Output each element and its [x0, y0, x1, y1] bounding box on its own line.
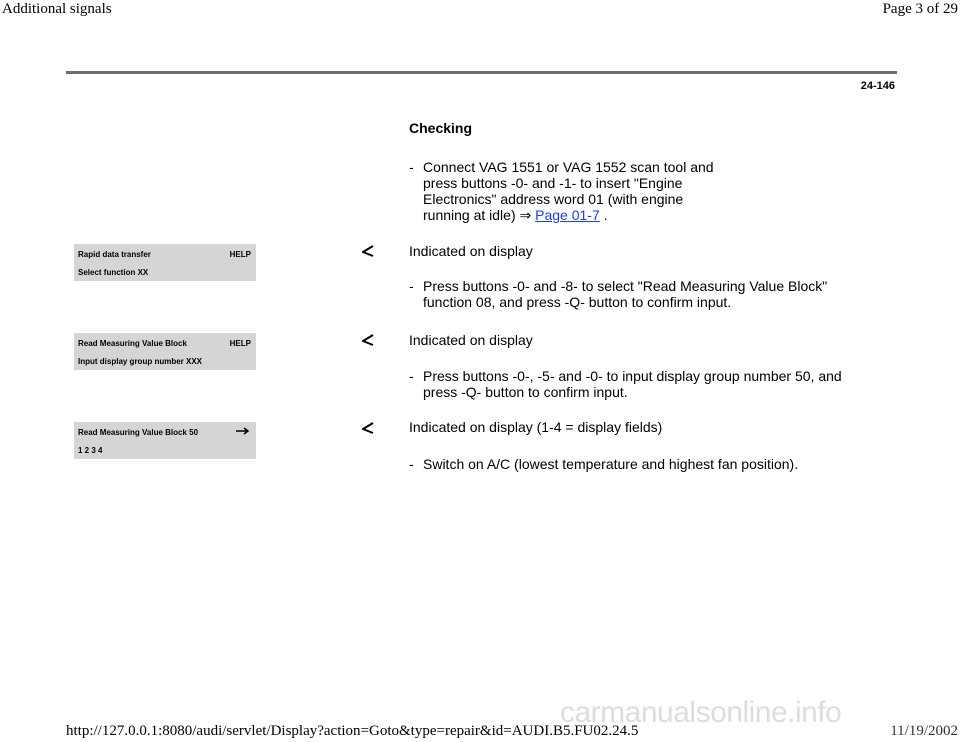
step-dash: -: [409, 368, 414, 384]
page-link[interactable]: Page 01-7: [535, 207, 600, 223]
step-dash: -: [409, 456, 414, 472]
tester-display-2: [74, 333, 256, 370]
pointer-left-icon: [362, 422, 374, 434]
page-number: 24-146: [860, 80, 895, 92]
page-indicator: Page 3 of 29: [882, 1, 958, 17]
footer-date: 11/19/2002: [890, 723, 958, 739]
display-line-2: Select function XX: [78, 268, 149, 277]
indicated-label-2: Indicated on display: [409, 332, 533, 348]
display-help: HELP: [229, 339, 251, 348]
display-help: HELP: [229, 250, 251, 259]
indicated-label-3: Indicated on display (1-4 = display fields): [409, 419, 663, 435]
document-title: Additional signals: [2, 1, 112, 17]
pointer-left-icon: [362, 334, 374, 346]
step-2: [409, 278, 827, 310]
pointer-left-icon: [362, 245, 374, 257]
tester-display-1: [74, 244, 256, 281]
step-dash: -: [409, 278, 414, 294]
right-arrow-icon: [236, 427, 250, 435]
header-rule: [66, 71, 897, 74]
section-heading: Checking: [409, 120, 473, 136]
footer-url[interactable]: http://127.0.0.1:8080/audi/servlet/Display?action=Goto&type=repair&id=AUDI.B5.FU02.24.5: [66, 723, 639, 739]
step-text: Press buttons -0- and -8- to select "Read Measuring Value Block" function 08, and press -Q- button to confirm input.: [423, 278, 828, 310]
indicated-label-1: Indicated on display: [409, 243, 533, 259]
step-dash: -: [409, 159, 414, 175]
tester-display-3: [74, 422, 256, 459]
display-line-1: Read Measuring Value Block 50: [78, 428, 199, 437]
display-line-2: Input display group number XXX: [78, 357, 203, 366]
step-text: Switch on A/C (lowest temperature and highest fan position).: [423, 456, 799, 472]
step-text: Press buttons -0-, -5- and -0- to input display group number 50, and press -Q- button to confirm input.: [423, 368, 842, 400]
reference-arrow-icon: ⇒: [519, 207, 532, 223]
watermark: carmanualsonline.info: [560, 696, 842, 729]
display-line-1: Read Measuring Value Block: [78, 339, 187, 348]
step-4: [409, 456, 798, 472]
step-3: [409, 368, 842, 400]
display-line-1: Rapid data transfer: [78, 250, 151, 259]
step-text: Connect VAG 1551 or VAG 1552 scan tool and press buttons -0- and -1- to insert "Engine Electronics" address word 01 (with engine running at idle) ⇒ Page 01-7 .: [423, 159, 714, 223]
step-1: [409, 159, 714, 223]
display-line-2: 1 2 3 4: [78, 446, 103, 455]
